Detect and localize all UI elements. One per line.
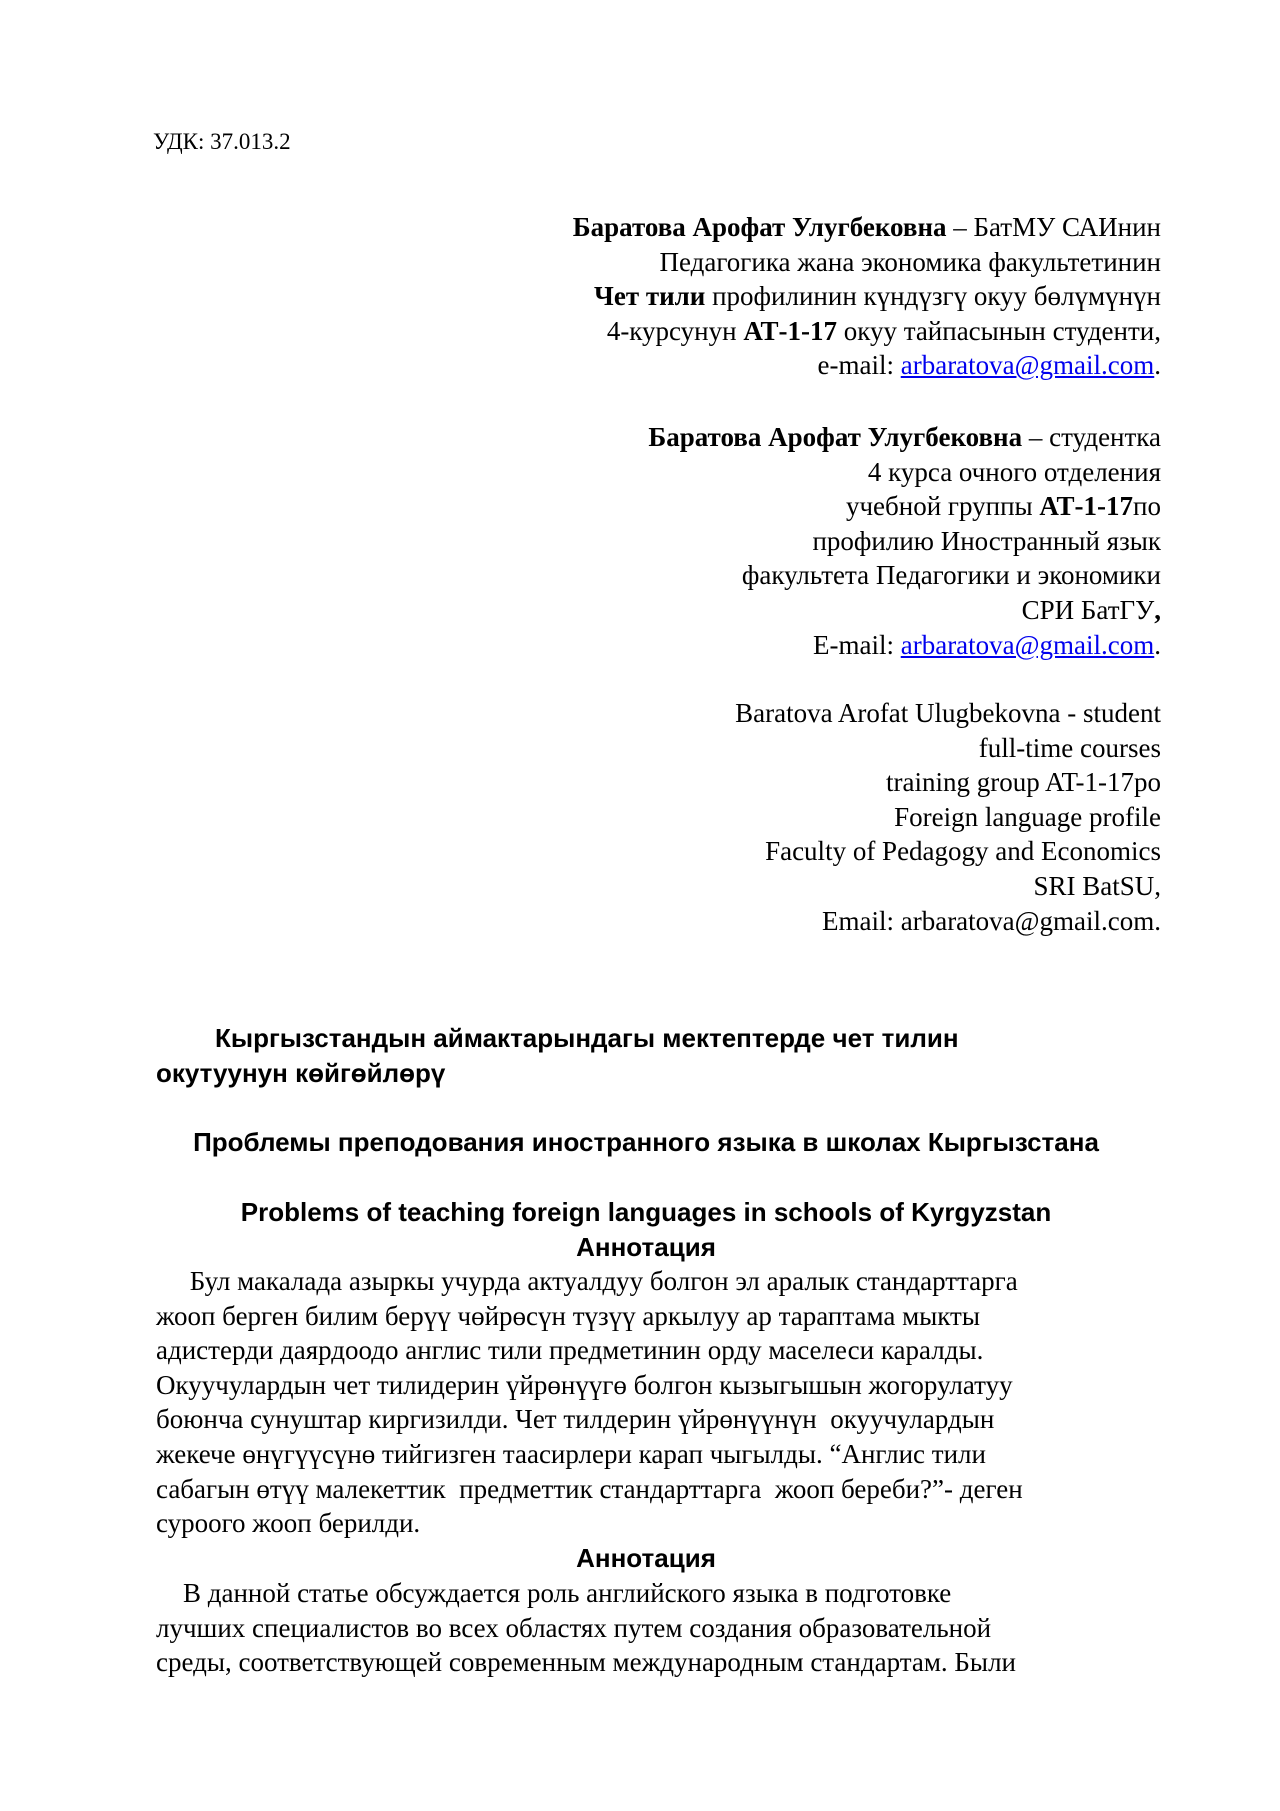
author-ru-line-2: 4 курса очного отделения [867, 456, 1161, 487]
author-ru-line-3-pre: учебной группы [845, 491, 1040, 522]
author-ky-profile: Чет тили [594, 281, 706, 312]
author-ru-role: – студентка [1022, 422, 1161, 452]
author-ru-email-end: . [1154, 629, 1161, 660]
annotation-ru-line: лучших специалистов во всех областях путем создания образовательной [156, 1612, 992, 1643]
author-ky-email-line [573, 348, 1161, 383]
author-en-line-6: SRI BatSU, [1033, 870, 1161, 901]
author-ru-line-3-rest: по [1133, 491, 1161, 522]
annotation-ky-line: сабагын өтүү малекеттик предметтик стандарттарга жооп береби?”- деген [156, 1473, 1023, 1504]
author-en-line-2: full-time courses [978, 732, 1161, 763]
author-info-english [735, 696, 1161, 938]
author-ky-group: АТ-1-17 [743, 315, 837, 346]
annotation-ru-line: среды, соответствующей современным международным стандартам. Были [156, 1647, 1016, 1678]
title-ky-line-1-text: Кыргызстандын аймактарындагы мектептерде чет тилин [215, 1023, 959, 1053]
author-ky-email-link[interactable]: arbaratova@gmail.com [900, 350, 1155, 381]
author-ky-line-4 [573, 314, 1161, 349]
author-ky-line-4-rest: окуу тайпасынын студенти, [836, 315, 1161, 346]
annotation-ru-line: В данной статье обсуждается роль английского языка в подготовке [156, 1578, 952, 1608]
annotation-ky-line: Бул макалада азыркы учурда актуалдуу болгон эл аралык стандарттарга [156, 1266, 1018, 1296]
author-en-line-3: training group AT-1-17po [886, 767, 1161, 798]
author-ky-line-3-rest: профилинин күндүзгү окуу бөлүмүнүн [705, 281, 1161, 312]
author-en-line-5: Faculty of Pedagogy and Economics [765, 836, 1161, 867]
author-info-russian [648, 420, 1161, 662]
author-ky-line-4-pre: 4-курсунун [606, 315, 744, 346]
annotation-ky-line: жекече өнүгүүсүнө тийгизген таасирлери карап чыгылды. “Англис тили [156, 1438, 986, 1469]
annotation-kyrgyz [156, 1264, 1146, 1541]
author-ru-line-6-comma: , [1154, 594, 1161, 625]
title-russian: Проблемы преподования иностранного языка в школах Кыргызстана [193, 1127, 1099, 1157]
title-ky-line-1 [156, 1021, 1056, 1056]
annotation-russian [156, 1576, 1146, 1680]
author-ru-line-1 [648, 420, 1161, 455]
title-english: Problems of teaching foreign languages in schools of Kyrgyzstan [240, 1197, 1052, 1227]
author-ky-affiliation: – БатМУ САИнин [946, 212, 1161, 242]
annotation-heading-kyrgyz: Аннотация [576, 1232, 716, 1262]
author-ru-university: СРИ БатГУ [1021, 594, 1155, 625]
author-en-line-4: Foreign language profile [894, 801, 1161, 832]
author-ky-email-end: . [1154, 350, 1161, 381]
title-kyrgyz [156, 1021, 1056, 1090]
author-ru-group: АТ-1-17 [1039, 491, 1134, 522]
annotation-ky-line: боюнча сунуштар киргизилди. Чет тилдерин үйрөнүүнүн окуучулардын [156, 1404, 995, 1435]
annotation-ky-line: адистерди даярдоодо англис тили предметинин орду маселеси каралды. [156, 1335, 984, 1366]
author-en-line-7: Email: arbaratova@gmail.com. [822, 905, 1161, 936]
annotation-ky-line: жооп берген билим берүү чөйрөсүн түзүү аркылуу ар тараптама мыкты [156, 1300, 981, 1331]
author-ky-line-1 [573, 210, 1161, 245]
title-ky-line-2: окутуунун көйгөйлөрү [156, 1057, 446, 1088]
author-ru-line-3 [648, 489, 1161, 524]
author-ru-line-4: профилию Иностранный язык [812, 525, 1161, 556]
udk-code: УДК: 37.013.2 [153, 129, 291, 154]
author-ru-email-link[interactable]: arbaratova@gmail.com [900, 629, 1155, 660]
author-ky-name: Баратова Арофат Улугбековна [572, 212, 947, 242]
annotation-ky-line: суроого жооп берилди. [156, 1508, 421, 1539]
author-ru-name: Баратова Арофат Улугбековна [648, 422, 1023, 452]
author-ru-email-line [648, 628, 1161, 663]
annotation-ky-line: Окуучулардын чет тилидерин үйрөнүүгө болгон кызыгышын жогорулатуу [156, 1369, 1013, 1400]
annotation-heading-russian: Аннотация [576, 1543, 716, 1573]
author-ru-line-6 [648, 593, 1161, 628]
author-ky-line-3 [573, 279, 1161, 314]
author-info-kyrgyz [573, 210, 1161, 383]
author-ky-email-label: e-mail: [817, 350, 901, 381]
author-ru-email-label: E-mail: [813, 629, 901, 660]
author-en-line-1: Baratova Arofat Ulugbekovna - student [735, 698, 1161, 728]
author-ru-line-5: факультета Педагогики и экономики [741, 560, 1161, 591]
author-ky-line-2: Педагогика жана экономика факультетинин [659, 246, 1161, 277]
